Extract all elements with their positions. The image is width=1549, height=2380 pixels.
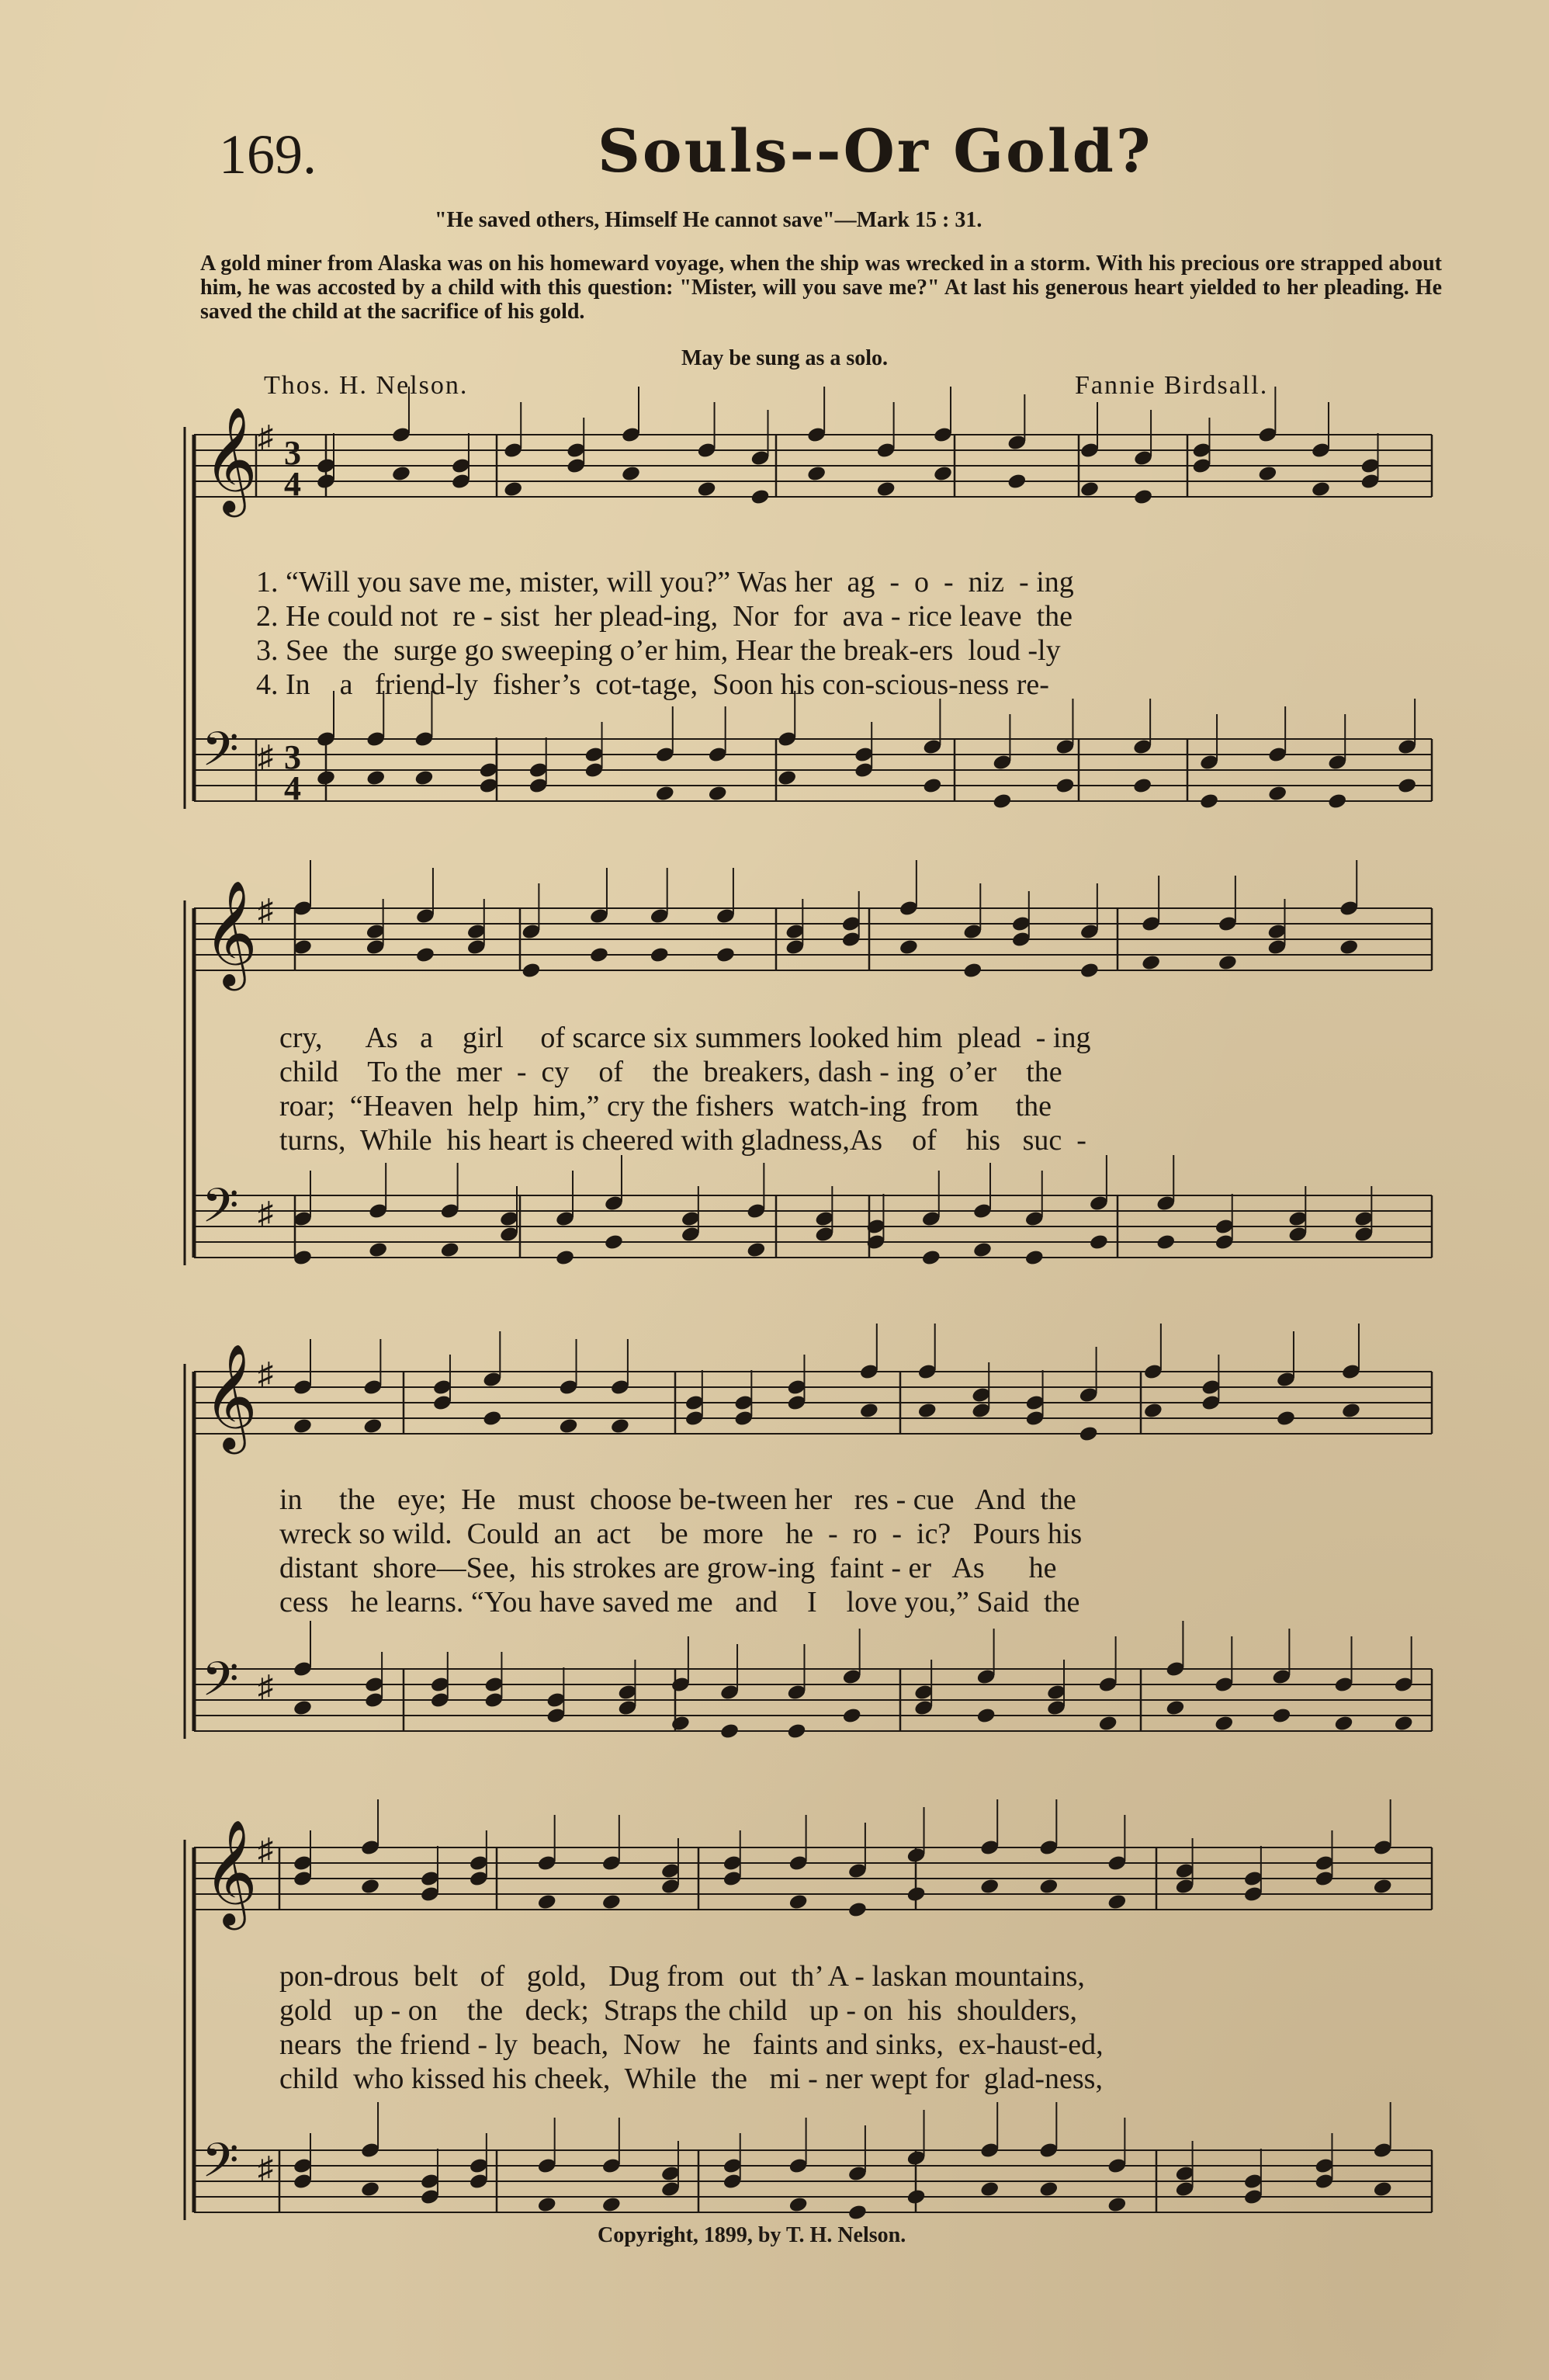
bass-clef-icon: 𝄢	[202, 1178, 239, 1245]
lyric-line: 3. See the surge go sweeping o’er him, Hear the break-ers loud -ly	[256, 634, 1061, 667]
treble-clef-icon: 𝄞	[203, 879, 258, 986]
note-head	[708, 785, 728, 803]
note-head	[1079, 1425, 1099, 1443]
note-head	[876, 481, 896, 498]
lyric-line: nears the friend - ly beach, Now he faints and sinks, ex-haust-ed,	[279, 2028, 1104, 2061]
lyric-line: distant shore—See, his strokes are grow-ing faint - er As he	[279, 1552, 1057, 1584]
note-head	[1257, 465, 1277, 483]
hymn-title: Souls--Or Gold?	[598, 116, 1153, 186]
note-head	[1397, 777, 1417, 795]
bass-staff	[194, 1621, 1432, 1740]
note-head	[362, 1417, 383, 1435]
lyric-line: pon-drous belt of gold, Dug from out th’ A - laskan mountains,	[279, 1960, 1085, 1993]
note-head	[316, 769, 336, 787]
composer-credit: Thos. H. Nelson.	[264, 371, 469, 400]
treble-clef-icon: 𝄞	[203, 405, 258, 512]
lyric-line: cess he learns. “You have saved me and I love you,” Said the	[279, 1586, 1080, 1618]
note-head	[696, 481, 716, 498]
note-head	[899, 938, 919, 956]
note-head	[1373, 1878, 1393, 1896]
note-head	[1143, 1402, 1163, 1420]
note-head	[906, 2188, 926, 2206]
note-head	[671, 1715, 691, 1733]
note-head	[537, 1893, 557, 1911]
note-head	[1055, 777, 1075, 795]
note-head	[1341, 1402, 1361, 1420]
note-head	[1089, 1233, 1109, 1251]
treble-staff	[194, 1799, 1432, 1930]
key-signature-sharp: ♯	[258, 1195, 273, 1230]
time-signature-top: 3	[284, 434, 301, 472]
note-head	[1038, 1878, 1059, 1896]
bass-staff	[194, 691, 1432, 810]
note-head	[1199, 793, 1219, 810]
key-signature-sharp: ♯	[258, 419, 273, 454]
note-head	[859, 1402, 879, 1420]
note-head	[786, 1723, 806, 1740]
note-head	[360, 1878, 380, 1896]
time-signature-bottom: 4	[284, 465, 301, 503]
note-head	[293, 1699, 313, 1717]
note-head	[503, 481, 523, 498]
note-head	[979, 1878, 1000, 1896]
treble-staff	[194, 860, 1432, 991]
note-head	[655, 785, 675, 803]
lyricist-credit: Fannie Birdsall.	[1075, 371, 1269, 400]
note-head	[921, 1249, 941, 1267]
note-head	[1327, 793, 1347, 810]
note-head	[1107, 2196, 1127, 2214]
time-signature-top: 3	[284, 738, 301, 776]
note-head	[777, 769, 797, 787]
note-head	[610, 1417, 630, 1435]
treble-clef-icon: 𝄞	[203, 1342, 258, 1449]
lyric-line: roar; “Heaven help him,” cry the fishers watch-ing from the	[279, 1090, 1052, 1122]
lyric-line: wreck so wild. Could an act be more he - ro - ic? Pours his	[279, 1518, 1083, 1550]
lyric-line: gold up - on the deck; Straps the child up - on his shoulders,	[279, 1994, 1077, 2027]
note-head	[1007, 473, 1027, 491]
note-head	[360, 2181, 380, 2198]
note-head	[604, 1233, 624, 1251]
note-head	[933, 465, 953, 483]
note-head	[1339, 938, 1359, 956]
copyright-notice: Copyright, 1899, by T. H. Nelson.	[598, 2223, 906, 2247]
note-head	[1333, 1715, 1353, 1733]
lyric-line: 2. He could not re - sist her plead-ing, Nor for ava - rice leave the	[256, 600, 1073, 633]
time-signature-bottom: 4	[284, 769, 301, 807]
note-head	[415, 946, 435, 964]
treble-staff	[194, 1324, 1432, 1454]
note-head	[1107, 1893, 1127, 1911]
note-head	[537, 2196, 557, 2214]
note-head	[750, 488, 770, 506]
note-head	[1098, 1715, 1118, 1733]
lyric-line: child To the mer - cy of the breakers, dash - ing o’er the	[279, 1056, 1062, 1088]
epigraph: "He saved others, Himself He cannot save"—Mark 15 : 31.	[435, 208, 982, 232]
bass-clef-icon: 𝄢	[202, 1652, 239, 1719]
note-head	[1132, 777, 1152, 795]
note-head	[906, 1886, 926, 1903]
lyric-line: turns, While his heart is cheered with gladness,As of his suc -	[279, 1124, 1086, 1157]
note-head	[847, 1901, 868, 1919]
note-head	[1133, 488, 1153, 506]
treble-clef-icon: 𝄞	[203, 1818, 258, 1925]
note-head	[391, 465, 411, 483]
note-head	[806, 465, 826, 483]
note-head	[917, 1402, 937, 1420]
bass-staff	[194, 2102, 1432, 2221]
note-head	[972, 1241, 993, 1259]
key-signature-sharp: ♯	[258, 739, 273, 774]
note-head	[293, 1417, 313, 1435]
note-head	[414, 769, 434, 787]
note-head	[1079, 962, 1100, 980]
note-head	[1271, 1707, 1291, 1725]
note-head	[1038, 2181, 1059, 2198]
note-head	[992, 793, 1012, 810]
note-head	[842, 1707, 862, 1725]
lyric-line: in the eye; He must choose be-tween her res - cue And the	[279, 1483, 1076, 1516]
lyric-line: child who kissed his cheek, While the mi - ner wept for glad-ness,	[279, 2063, 1103, 2095]
note-head	[1165, 1699, 1185, 1717]
note-head	[558, 1417, 578, 1435]
note-head	[1214, 1715, 1234, 1733]
note-head	[1141, 954, 1161, 972]
note-head	[922, 777, 942, 795]
note-head	[601, 1893, 622, 1911]
note-head	[482, 1410, 502, 1428]
bass-clef-icon: 𝄢	[202, 2133, 239, 2200]
note-head	[1311, 481, 1331, 498]
note-head	[1024, 1249, 1045, 1267]
key-signature-sharp: ♯	[258, 2150, 273, 2185]
lyric-line: cry, As a girl of scarce six summers looked him plead - ing	[279, 1022, 1091, 1054]
note-head	[976, 1707, 996, 1725]
note-head	[1394, 1715, 1414, 1733]
note-head	[1373, 2181, 1393, 2198]
key-signature-sharp: ♯	[258, 1356, 273, 1391]
bass-staff	[194, 1155, 1432, 1266]
note-head	[716, 946, 736, 964]
note-head	[962, 962, 982, 980]
lyric-line: 4. In a friend-ly fisher’s cot-tage, Soon his con-scious-ness re-	[256, 668, 1049, 701]
note-head	[1156, 1233, 1176, 1251]
intro-paragraph: A gold miner from Alaska was on his homeward voyage, when the ship was wrecked in a storm. With his precious ore strapped about him, he was accosted by a child with this question: "Mister, will you save me?" At last his generous heart yielded to her pleading. He saved the child at the sacrifice of his gold.	[200, 252, 1442, 324]
note-head	[601, 2196, 622, 2214]
note-head	[555, 1249, 575, 1267]
note-head	[589, 946, 609, 964]
note-head	[788, 2196, 809, 2214]
note-head	[788, 1893, 809, 1911]
note-head	[1218, 954, 1238, 972]
key-signature-sharp: ♯	[258, 893, 273, 928]
bass-clef-icon: 𝄢	[202, 722, 239, 789]
note-head	[979, 2181, 1000, 2198]
note-head	[650, 946, 670, 964]
note-head	[440, 1241, 460, 1259]
note-head	[366, 769, 386, 787]
treble-staff	[194, 387, 1432, 517]
note-head	[1079, 481, 1100, 498]
note-head	[368, 1241, 388, 1259]
key-signature-sharp: ♯	[258, 1832, 273, 1867]
note-head	[719, 1723, 740, 1740]
note-head	[1267, 785, 1287, 803]
hymn-number: 169.	[219, 123, 317, 186]
solo-note: May be sung as a solo.	[681, 346, 889, 370]
note-head	[746, 1241, 766, 1259]
note-head	[1276, 1410, 1296, 1428]
note-head	[621, 465, 641, 483]
lyric-line: 1. “Will you save me, mister, will you?” Was her ag - o - niz - ing	[256, 566, 1074, 598]
note-head	[521, 962, 541, 980]
key-signature-sharp: ♯	[258, 1669, 273, 1704]
note-head	[847, 2204, 868, 2222]
